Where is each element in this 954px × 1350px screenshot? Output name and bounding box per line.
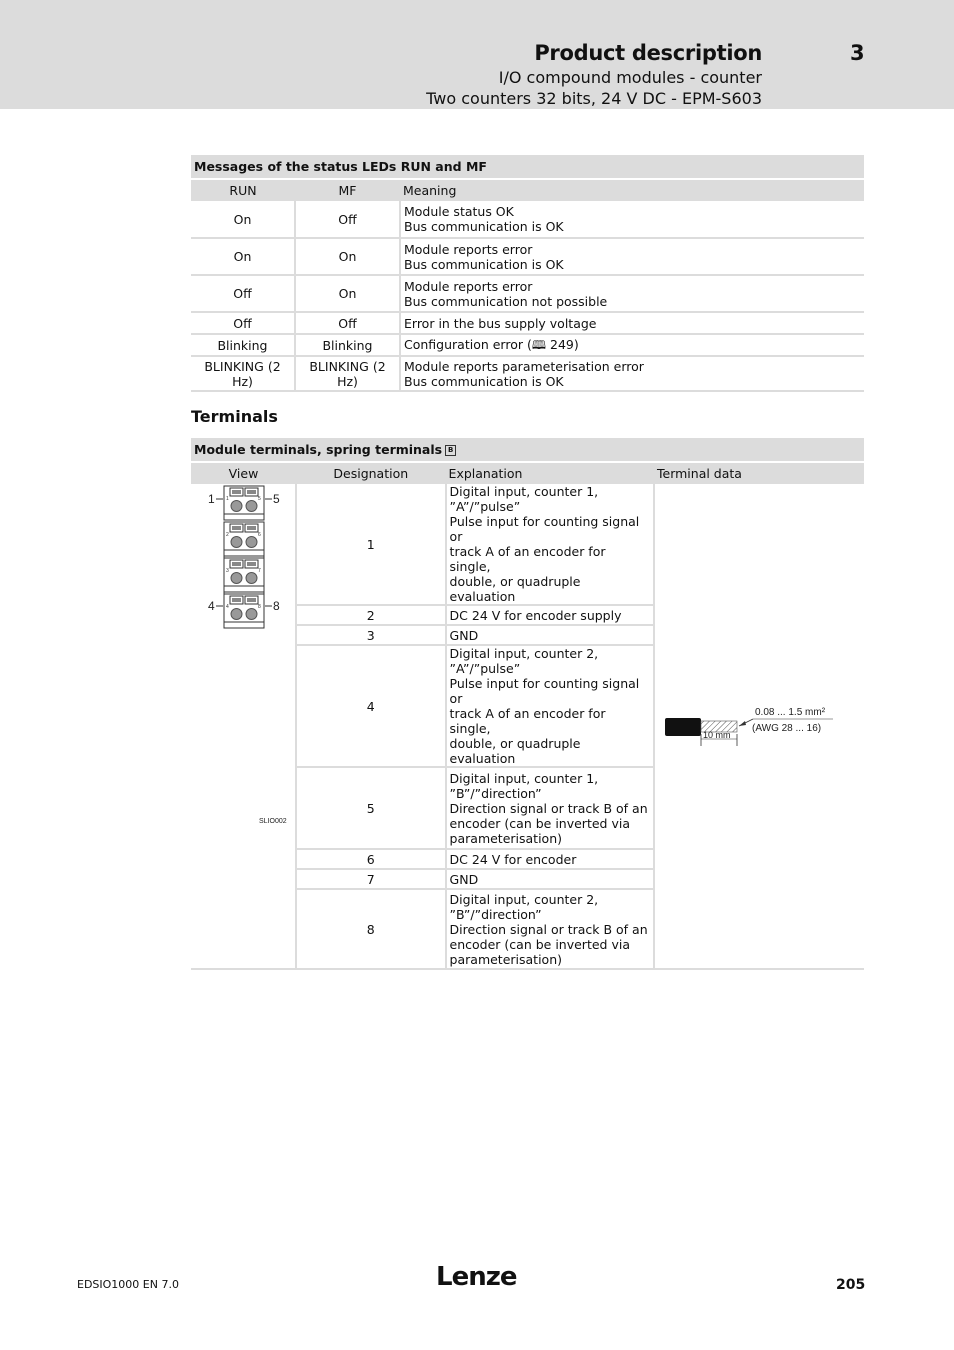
terminal-number: 6 [258, 532, 261, 538]
column-header-terminal-data: Terminal data [654, 462, 864, 484]
label-bl: 4 [208, 599, 215, 613]
mf-cell: Off [295, 201, 400, 238]
chapter-number: 3 [850, 41, 865, 65]
terminal-number: 8 [258, 604, 261, 610]
meaning-line: Bus communication is OK [404, 219, 564, 234]
caption-text: Module terminals, spring terminals [194, 442, 443, 457]
designation-cell: 6 [296, 849, 446, 869]
terminal-number: 3 [226, 568, 229, 574]
wire-entry-hole [246, 537, 257, 548]
column-header-designation: Designation [296, 462, 446, 484]
terminal-module [224, 558, 264, 592]
explanation-line: parameterisation) [449, 830, 563, 846]
table-row [191, 484, 864, 605]
explanation-line: ”B”/”direction” [449, 906, 542, 922]
meaning-text: Configuration error ( [404, 337, 532, 352]
explanation-line: encoder (can be inverted via [449, 936, 630, 952]
meaning-cell [400, 356, 864, 391]
page-subtitle-2: Two counters 32 bits, 24 V DC - EPM-S603 [426, 89, 762, 108]
designation-cell: 1 [296, 484, 446, 605]
table-caption: Messages of the status LEDs RUN and MF [191, 155, 864, 179]
terminal-block-drawing [191, 484, 295, 829]
label-tl: 1 [208, 492, 215, 506]
run-cell: Blinking [217, 337, 268, 353]
view-cell [191, 484, 296, 969]
terminals-table [191, 438, 864, 970]
designation-cell: 2 [296, 605, 446, 625]
explanation-line: track A of an encoder for single, [449, 706, 606, 736]
table-row [191, 356, 864, 391]
table-row [191, 238, 864, 275]
terminal-module [224, 486, 264, 520]
column-header-mf: MF [295, 179, 400, 201]
column-header-explanation: Explanation [446, 462, 654, 484]
wire-entry-hole [246, 501, 257, 512]
explanation-cell: DC 24 V for encoder [446, 849, 654, 869]
section-title-terminals: Terminals [191, 407, 278, 426]
meaning-line: Bus communication is OK [404, 256, 564, 272]
explanation-line: Digital input, counter 1, [449, 484, 599, 499]
explanation-line: Direction signal or track B of an [449, 921, 648, 937]
document-code: EDSIO1000 EN 7.0 [77, 1278, 179, 1291]
terminal-module [224, 522, 264, 556]
label-br: 8 [273, 599, 280, 613]
meaning-cell [400, 238, 864, 275]
terminal-number: 4 [226, 604, 229, 610]
page-number: 205 [836, 1277, 866, 1293]
figure-id: SLIO002 [259, 818, 287, 825]
explanation-line: Digital input, counter 1, [449, 770, 599, 786]
explanation-line: Digital input, counter 2, [449, 891, 599, 907]
designation-cell: 5 [296, 767, 446, 849]
page-header [0, 0, 954, 109]
explanation-line: Digital input, counter 2, [449, 646, 599, 661]
led-status-table [191, 155, 864, 392]
explanation-cell [446, 645, 654, 767]
lenze-logo: Lenze [436, 1262, 517, 1292]
meaning-cell [400, 201, 864, 238]
meaning-cell [400, 275, 864, 312]
mf-cell: Off [295, 312, 400, 334]
cross-section-label: 0.08 ... 1.5 mm² [755, 707, 826, 718]
run-cell: On [233, 249, 252, 264]
table-row [191, 201, 864, 238]
mf-cell: On [295, 238, 400, 275]
terminal-number: 5 [258, 496, 261, 502]
explanation-line: double, or quadruple evaluation [449, 736, 581, 766]
meaning-line: Bus communication is OK [404, 373, 564, 389]
explanation-cell [446, 889, 654, 969]
run-cell: Off [233, 286, 252, 301]
explanation-cell [446, 484, 654, 605]
book-icon: 🕮 [531, 338, 547, 352]
explanation-line: Direction signal or track B of an [449, 800, 648, 816]
explanation-cell [446, 767, 654, 849]
meaning-line: Module status OK [404, 204, 514, 219]
awg-label: (AWG 28 ... 16) [752, 723, 822, 734]
run-cell: On [233, 211, 252, 227]
explanation-cell: DC 24 V for encoder supply [446, 605, 654, 625]
label-tr: 5 [273, 492, 280, 506]
wire-entry-hole [231, 573, 242, 584]
table-row [191, 275, 864, 312]
explanation-line: ”A”/”pulse” [449, 661, 521, 676]
column-header-meaning: Meaning [400, 179, 864, 201]
explanation-line: parameterisation) [449, 951, 563, 967]
wire-entry-hole [246, 609, 257, 620]
explanation-line: track A of an encoder for single, [449, 544, 606, 574]
column-header-run: RUN [191, 179, 295, 201]
mf-cell: On [295, 275, 400, 312]
terminal-data-cell [654, 484, 864, 969]
terminal-number: 1 [226, 496, 229, 502]
terminal-module [224, 594, 264, 628]
page-subtitle-1: I/O compound modules - counter [498, 68, 762, 87]
wire-entry-hole [246, 573, 257, 584]
wire-entry-hole [231, 501, 242, 512]
explanation-line: double, or quadruple evaluation [449, 574, 581, 604]
meaning-line: Module reports error [404, 278, 533, 294]
meaning-line: Bus communication not possible [404, 293, 608, 309]
mf-cell: Blinking [295, 334, 400, 356]
table-caption [191, 438, 864, 462]
terminal-number: 7 [258, 568, 261, 574]
mf-cell: BLINKING (2 Hz) [295, 356, 400, 391]
designation-cell: 4 [296, 645, 446, 767]
wire-entry-hole [231, 537, 242, 548]
run-cell: BLINKING (2 Hz) [204, 358, 281, 389]
table-row [191, 312, 864, 334]
wire-strip-drawing [655, 696, 864, 756]
explanation-line: ”A”/”pulse” [449, 499, 521, 514]
column-header-view: View [191, 462, 296, 484]
meaning-cell: Error in the bus supply voltage [400, 312, 864, 334]
page-title: Product description [534, 41, 762, 65]
strip-length-label: 10 mm [703, 730, 731, 740]
explanation-cell: GND [446, 625, 654, 645]
designation-cell: 3 [296, 625, 446, 645]
info-b-icon: B [445, 445, 456, 456]
explanation-line: Pulse input for counting signal or [449, 514, 640, 544]
page-reference-link[interactable]: 249) [550, 337, 579, 352]
explanation-line: Pulse input for counting signal or [449, 676, 640, 706]
wire-entry-hole [231, 609, 242, 620]
explanation-line: ”B”/”direction” [449, 785, 542, 801]
explanation-cell: GND [446, 869, 654, 889]
meaning-line: Module reports error [404, 241, 533, 257]
terminal-number: 2 [226, 532, 229, 538]
designation-cell: 7 [296, 869, 446, 889]
meaning-cell [400, 334, 864, 356]
meaning-line: Module reports parameterisation error [404, 358, 644, 374]
designation-cell: 8 [296, 889, 446, 969]
explanation-line: encoder (can be inverted via [449, 815, 630, 831]
table-row [191, 334, 864, 356]
run-cell: Off [233, 315, 252, 331]
